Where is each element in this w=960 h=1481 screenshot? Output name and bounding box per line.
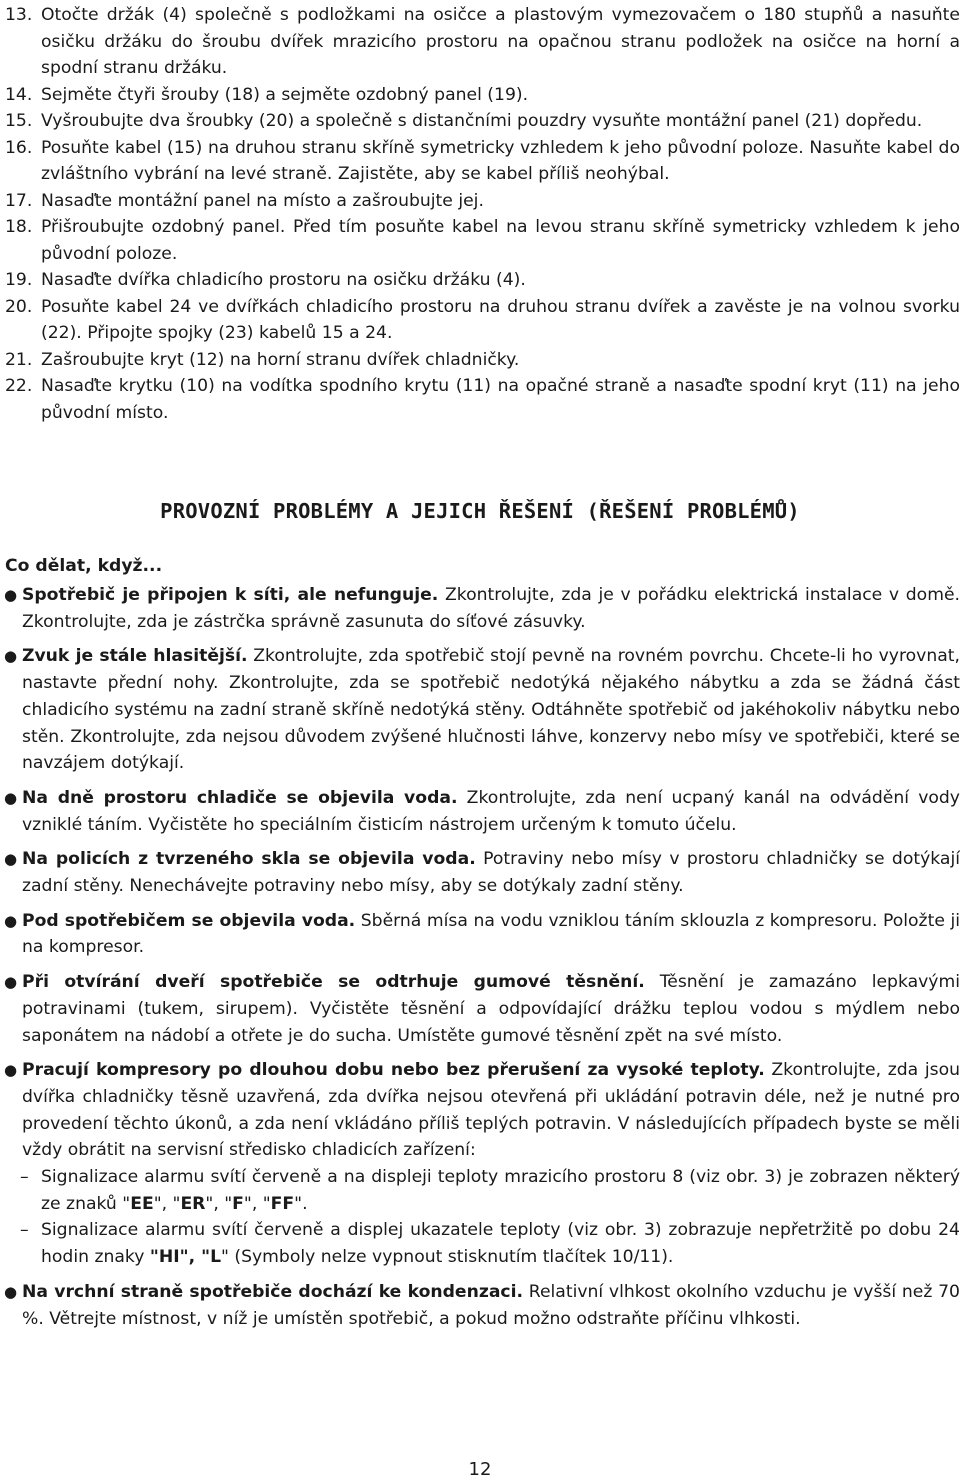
page-number: 12 xyxy=(468,1459,492,1480)
step-number: 17. xyxy=(5,190,33,211)
issue-text: Zkontrolujte, zda není ucpaný kanál na odvádění vody vzniklé táním. Vyčistěte ho speciálním čisticím nástrojem určeným k tomuto účelu. xyxy=(22,787,960,835)
condition-text: Signalizace alarmu svítí červeně a na displeji teploty mrazicího prostoru 8 (viz obr. 3) je zobrazen některý ze znaků " xyxy=(41,1167,960,1214)
step-text: Sejměte čtyři šrouby (18) a sejměte ozdobný panel (19). xyxy=(41,84,529,105)
issue-title: Na dně prostoru chladiče se objevila voda. xyxy=(22,787,458,808)
service-condition-item: – Signalizace alarmu svítí červeně a na displeji teploty mrazicího prostoru 8 (viz obr. 3) je zobrazen některý ze znaků "EE", "ER", "F", "FF". xyxy=(22,1164,960,1217)
issue-text: Relativní vlhkost okolního vzduchu je vyšší než 70 %. Větrejte místnost, v níž je umístěn spotřebič, a pokud možno odstraňte příčinu vlhkosti. xyxy=(22,1281,960,1329)
step-number: 20. xyxy=(5,296,33,317)
step-number: 21. xyxy=(5,349,33,370)
step-number: 18. xyxy=(5,217,33,237)
troubleshooting-item xyxy=(4,785,960,838)
step-text: Přišroubujte ozdobný panel. Před tím posuňte kabel na levou stranu skříně symetricky vzhledem k jeho původní poloze. xyxy=(41,217,960,264)
step-text: Otočte držák (4) společně s podložkami na osičce a plastovým vymezovačem o 180 stupňů a nasuňte osičku držáku do šroubu dvířek mrazicího prostoru na opačnou stranu podložek na osičce na horní a spodní stranu držáku. xyxy=(41,5,960,78)
bullet-icon: ● xyxy=(4,850,18,869)
step-item xyxy=(5,188,960,215)
condition-end: (Symboly nelze vypnout stisknutím tlačítek 10/11). xyxy=(228,1247,674,1268)
code-ee: EE xyxy=(130,1193,154,1214)
bullet-icon: ● xyxy=(4,973,18,992)
step-item xyxy=(5,214,960,267)
step-number: 14. xyxy=(5,84,33,105)
step-item xyxy=(5,2,960,82)
step-text: Nasaďte krytku (10) na vodítka spodního krytu (11) na opačné straně a nasaďte spodní kryt (11) na jeho původní místo. xyxy=(41,376,960,423)
step-number: 16. xyxy=(5,137,33,158)
troubleshooting-item xyxy=(4,908,960,961)
step-item xyxy=(5,347,960,374)
condition-end: . xyxy=(302,1193,308,1214)
service-condition-item: – Signalizace alarmu svítí červeně a displej ukazatele teploty (viz obr. 3) zobrazuje nepřetržitě po dobu 24 hodin znaky "HI", "L" (Symboly nelze vypnout stisknutím tlačítek 10/11). xyxy=(22,1217,960,1270)
issue-title: Spotřebič je připojen k síti, ale nefunguje. xyxy=(22,585,439,605)
bullet-icon: ● xyxy=(4,788,18,807)
steps-list xyxy=(5,2,960,426)
issue-title: Na policích z tvrzeného skla se objevila voda. xyxy=(22,849,476,870)
bullet-icon: ● xyxy=(4,1061,18,1080)
troubleshooting-list xyxy=(4,582,960,1340)
condition-text: Signalizace alarmu svítí červeně a displej ukazatele teploty (viz obr. 3) zobrazuje nepřetržitě po dobu 24 hodin znaky xyxy=(41,1220,960,1268)
issue-title: Pod spotřebičem se objevila voda. xyxy=(22,910,356,931)
step-item xyxy=(5,267,960,294)
troubleshooting-item xyxy=(4,1279,960,1332)
issue-text: Zkontrolujte, zda je v pořádku elektrická instalace v domě. Zkontrolujte, zda je zástrčka správně zasunuta do síťové zásuvky. xyxy=(22,585,960,632)
issue-text: Zkontrolujte, zda jsou dvířka chladničky těsně uzavřená, zda dvířka nejsou otevřená při ukládání potravin déle, než je nutné pro provedení těchto úkonů, a zda není vkládáno příliš teplých potravin. V následujících případech byste se měli vždy obrátit na servisní středisko chladicích zařízení: xyxy=(22,1060,960,1161)
section-subheading: Co dělat, když... xyxy=(5,556,163,576)
step-text: Posuňte kabel (15) na druhou stranu skříně symetricky vzhledem k jeho původní poloze. Nasuňte kabel do zvláštního vybrání na levé straně. Zajistěte, aby se kabel příliš neohýbal. xyxy=(41,137,960,184)
step-text: Nasaďte dvířka chladicího prostoru na osičku držáku (4). xyxy=(41,270,526,290)
troubleshooting-item xyxy=(4,582,960,635)
step-item xyxy=(5,82,960,109)
bullet-icon: ● xyxy=(4,1282,18,1301)
issue-title: Pracují kompresory po dlouhou dobu nebo bez přerušení za vysoké teploty. xyxy=(22,1060,765,1081)
bullet-icon: ● xyxy=(4,911,18,930)
code-er: ER xyxy=(180,1193,206,1214)
step-text: Vyšroubujte dva šroubky (20) a společně s distančními pouzdry vysuňte montážní panel (21) dopředu. xyxy=(41,111,923,131)
service-conditions-list xyxy=(22,1164,960,1271)
dash-icon: – xyxy=(20,1220,29,1241)
code-f: F xyxy=(232,1193,244,1214)
troubleshooting-item xyxy=(4,969,960,1049)
troubleshooting-item xyxy=(4,846,960,899)
section-heading: PROVOZNÍ PROBLÉMY A JEJICH ŘEŠENÍ (ŘEŠENÍ PROBLÉMŮ) xyxy=(160,499,800,523)
dash-icon: – xyxy=(20,1167,29,1188)
troubleshooting-item xyxy=(4,643,960,777)
step-text: Zašroubujte kryt (12) na horní stranu dvířek chladničky. xyxy=(41,349,520,370)
code-ff: FF xyxy=(270,1193,295,1214)
step-number: 19. xyxy=(5,270,33,290)
issue-title: Při otvírání dveří spotřebiče se odtrhuje gumové těsnění. xyxy=(22,972,645,993)
issue-text: Zkontrolujte, zda spotřebič stojí pevně na rovném povrchu. Chcete-li ho vyrovnat, nastavte přední nohy. Zkontrolujte, zda se spotřebič nedotýká nějakého nábytku a zda se žádná část chladicího systému na zadní straně skříně nedotýká stěny. Odtáhněte spotřebič od jakéhokoliv nábytku nebo stěn. Zkontrolujte, zda nejsou důvodem zvýšené hlučnosti láhve, konzervy nebo mísy ve spotřebiči, které se navzájem dotýkají. xyxy=(22,646,960,774)
code-hi: HI xyxy=(158,1247,180,1268)
troubleshooting-item xyxy=(4,1057,960,1271)
step-number: 22. xyxy=(5,376,33,396)
issue-text: Sběrná mísa na vodu vzniklou táním sklouzla z kompresoru. Položte ji na kompresor. xyxy=(22,910,960,958)
step-text: Posuňte kabel 24 ve dvířkách chladicího prostoru na druhou stranu dvířek a zavěste je na volnou svorku (22). Připojte spojky (23) kabelů 15 a 24. xyxy=(41,296,960,343)
step-number: 15. xyxy=(5,111,33,131)
bullet-icon: ● xyxy=(4,586,18,604)
step-number: 13. xyxy=(5,5,33,25)
step-item xyxy=(5,373,960,426)
step-text: Nasaďte montážní panel na místo a zašroubujte jej. xyxy=(41,190,484,211)
bullet-icon: ● xyxy=(4,647,18,666)
issue-title: Zvuk je stále hlasitější. xyxy=(22,646,248,667)
step-item xyxy=(5,135,960,188)
issue-text: Potraviny nebo mísy v prostoru chladničky se dotýkají zadní stěny. Nenechávejte potraviny nebo mísy, aby se dotýkaly zadní stěny. xyxy=(22,849,960,897)
issue-text: Těsnění je zamazáno lepkavými potravinami (tukem, sirupem). Vyčistěte těsnění a odpovídající drážku teplou vodou s mýdlem nebo saponátem na nádobí a otřete je do sucha. Umístěte gumové těsnění zpět na své místo. xyxy=(22,972,960,1046)
issue-title: Na vrchní straně spotřebiče dochází ke kondenzaci. xyxy=(22,1281,524,1302)
step-item xyxy=(5,108,960,135)
code-l: L xyxy=(210,1247,222,1268)
step-item xyxy=(5,294,960,347)
